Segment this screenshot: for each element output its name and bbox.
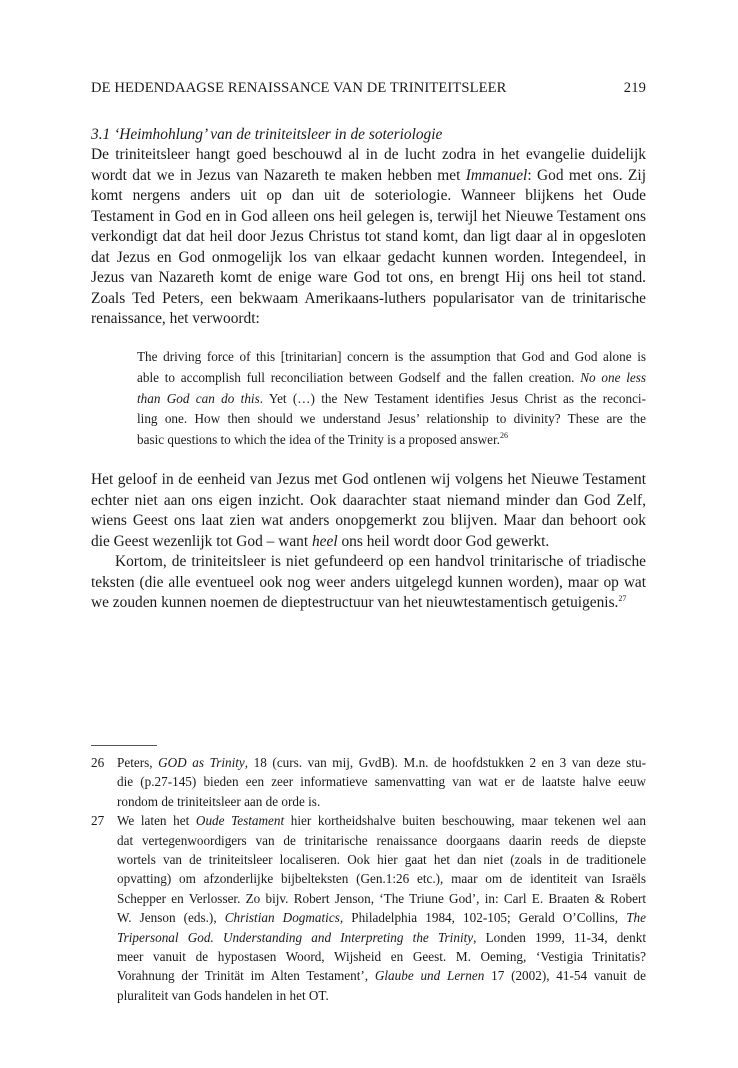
footnote-line: W. Jenson (eds.), Christian Dogmatics, Philadelphia 1984, 102-105; Gerald O’Collins, The [117,910,646,926]
paragraph-line: we zouden kunnen noemen de dieptestructuur van het nieuwtestamentisch getuigenis.$^{27}$ [91,594,627,611]
footnote-divider [91,745,157,746]
footnote-line: Tripersonal God. Understanding and Interpreting the Trinity, Londen 1999, 11-34, denkt [117,929,646,945]
emphasis: heel [311,532,338,550]
emphasis: GOD as Trinity [158,755,245,770]
footnote-27 [91,811,646,1005]
footnote-number: 27 [91,813,105,829]
emphasis: Oude Testament [195,813,285,829]
paragraph-line: Zoals Ted Peters, een bekwaam Amerikaans-luthers popularisator van de trinitarische [91,289,646,307]
paragraph-line: Testament in God en in God alleen ons heil gelegen is, terwijl het Nieuwe Testament ons [91,207,646,225]
quote-line: ling one. How then should we understand Jesus’ relationship to divinity? These are the [137,411,646,427]
section-heading: 3.1 ‘Heimhohlung’ van de triniteitsleer in de soteriologie [91,126,443,143]
emphasis: Tripersonal God. Understanding and Interpreting the Trinity [117,929,474,945]
footnote-line: We laten het Oude Testament hier kortheidshalve buiten beschouwing, maar tekenen wel aan [117,813,646,829]
running-title: DE HEDENDAAGSE RENAISSANCE VAN DE TRINITEITSLEER [91,80,507,96]
page-number: 219 [623,80,646,96]
paragraph-line: die Geest wezenlijk tot God – want heel ons heil wordt door God gewerkt. [91,532,550,550]
footnote-line: Schepper en Verlosser. Zo bijv. Robert Jenson, ‘The Triune God’, in: Carl E. Braaten & Robert [117,890,646,906]
footnote-line: Vorahnung der Trinität im Alten Testament’, Glaube und Lernen 17 (2002), 41-54 vanuit de [117,968,646,984]
footnote-line: meer vanuit de hypostasen Woord, Wijsheid en Geest. M. Oeming, ‘Vestigia Trinitatis? [117,949,646,965]
footnotes [91,753,646,1005]
paragraph-line: dat Jezus en God onmogelijk los van elkaar gedacht kunnen worden. Integendeel, in [91,248,646,266]
emphasis: than God can do this [137,390,260,406]
footnote-line: die (p.27-145) bieden een zeer informatieve samenvatting van wat er de laatste halve eeuw [117,774,646,790]
emphasis: No one less [580,369,646,385]
block-quote [137,347,646,451]
quote-line: The driving force of this [trinitarian] concern is the assumption that God and God alone is [137,349,646,364]
paragraph-line: Het geloof in de eenheid van Jezus met God ontlenen wij volgens het Nieuwe Testament [91,471,646,488]
emphasis: The [626,910,646,926]
footnote-line: opvatting) om afzonderlijke bijbelteksten (Gen.1:26 etc.), maar om de identiteit van Israëls [117,871,646,887]
footnote-line: rondom de triniteitsleer aan de orde is. [117,793,321,809]
quote-line: than God can do this. Yet (…) the New Testament identifies Jesus Christ as the reconci- [137,390,646,406]
emphasis: Christian Dogmatics [224,910,340,926]
paragraph-3 [91,552,646,614]
footnote-line: pluraliteit van Gods handelen in het OT. [117,987,329,1003]
footnote-number: 26 [91,755,105,770]
paragraph-line: komt nergens anders uit op dan uit de soteriologie. Wanneer blijkens het Oude [91,187,646,204]
paragraph-line: teksten (die alle eventueel ook nog weer anders uitgelegd kunnen worden), maar op wat [91,573,646,591]
quote-line: basic questions to which the idea of the Trinity is a proposed answer.$^{26}$ [137,431,508,448]
paragraph-2 [91,470,646,552]
paragraph-1 [91,145,646,330]
paragraph-line: Jezus van Nazareth komt de enige ware God tot ons, en brengt Hij ons heil tot stand. [91,269,646,286]
paragraph-line: wordt dat we in Jezus van Nazareth te maken hebben met Immanuel: God met ons. Zij [91,166,646,184]
footnote-line: wortels van de triniteitsleer localiseren. Ook hier gaat het dan niet (zoals in de traditionele [117,852,646,868]
paragraph-line: verkondigt dat dat heil door Jezus Christus tot stand komt, dan ligt daar al in opgesloten [91,228,646,245]
emphasis: Immanuel [465,166,528,184]
paragraph-line: echter niet aan ons eigen inzicht. Ook daarachter staat niemand minder dan God Zelf, [91,491,646,509]
footnote-ref-27[interactable]: 27 [618,594,627,603]
quote-line: able to accomplish full reconciliation between Godself and the fallen creation. No one less [137,369,646,385]
paragraph-line: De triniteitsleer hangt goed beschouwd al in de lucht zodra in het evangelie duidelijk [91,146,646,163]
paragraph-line: wiens Geest ons laat zien wat anders onopgemerkt zou blijven. Maar dan behoort ook [91,512,646,529]
footnote-26 [91,753,646,811]
footnote-ref-26[interactable]: 26 [499,431,508,441]
paragraph-line: renaissance, het verwoordt: [91,310,260,327]
emphasis: Glaube und Lernen [374,968,485,984]
footnote-line: dat vertegenwoordigers van de trinitarische renaissance doorgaans daarin reeds de diepste [117,832,646,848]
paragraph-line: Kortom, de triniteitsleer is niet gefundeerd op een handvol trinitarische of triadische [115,553,646,570]
footnote-line: Peters, GOD as Trinity, 18 (curs. van mij, GvdB). M.n. de hoofdstukken 2 en 3 van deze stu- [117,755,647,770]
running-header [91,79,646,97]
